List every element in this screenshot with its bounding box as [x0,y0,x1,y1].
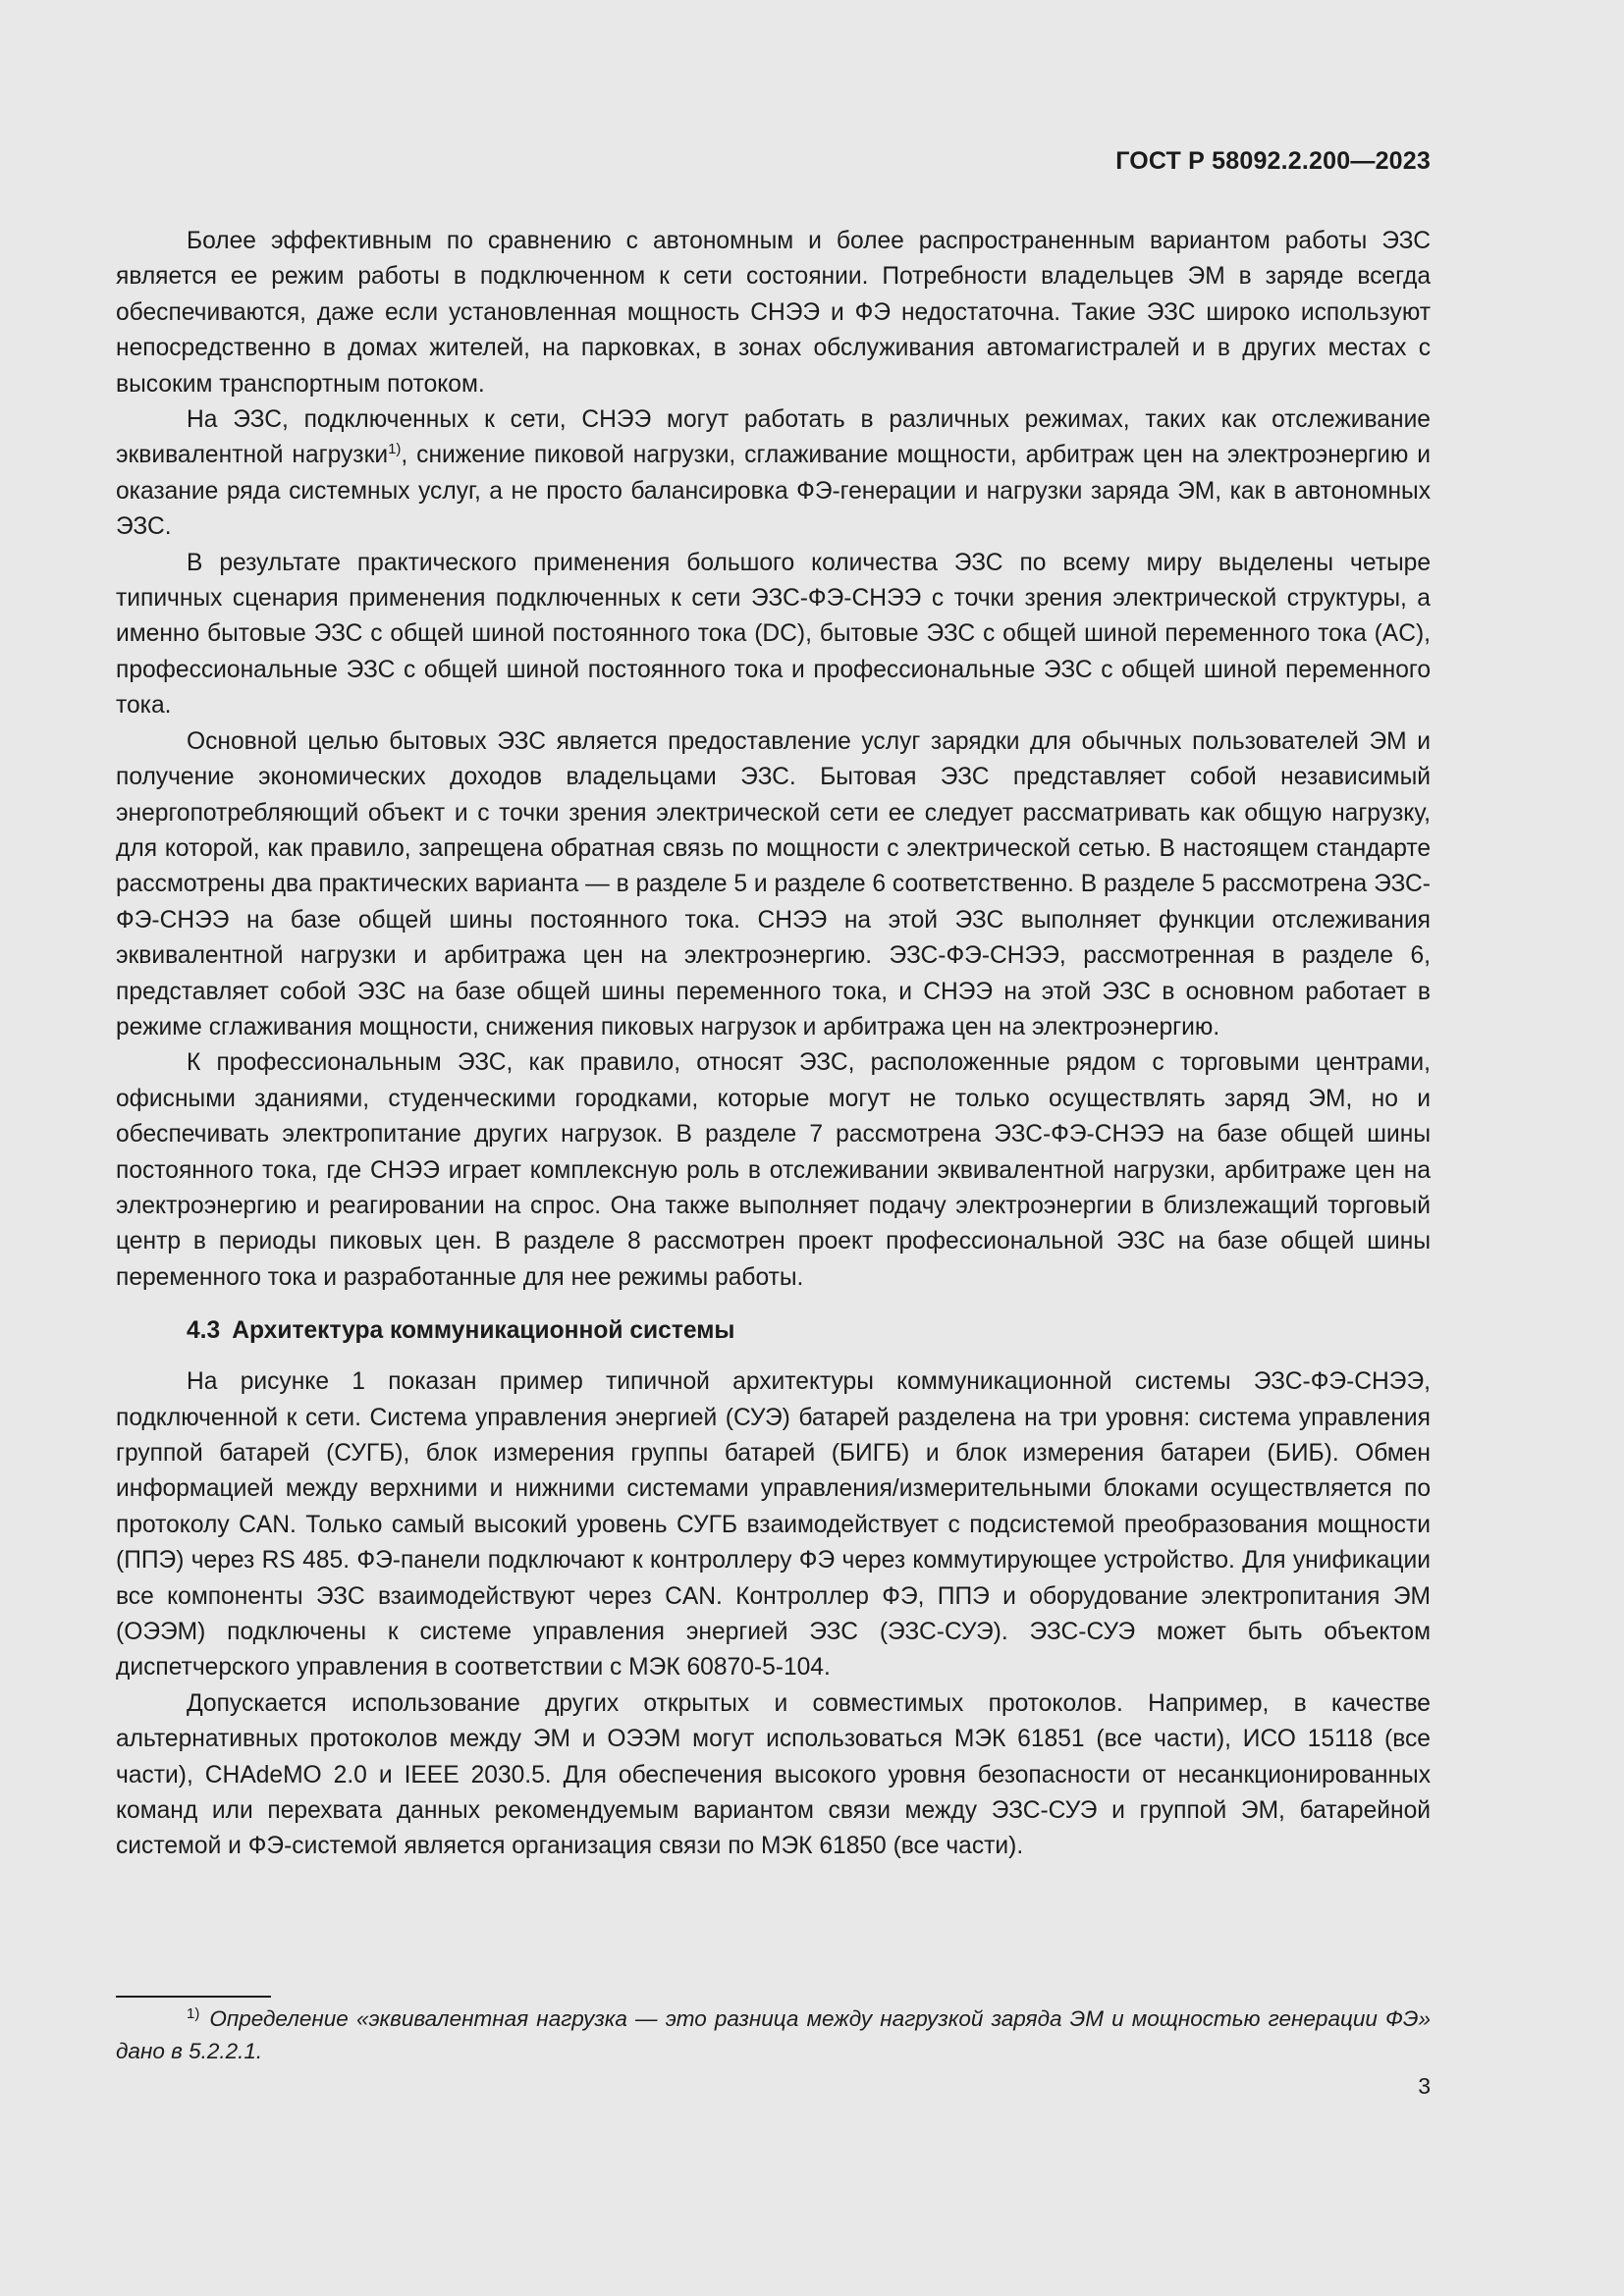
paragraph-text: , снижение пиковой нагрузки, сглаживание мощности, арбитраж цен на электроэнергию и оказание ряда системных услуг, а не просто балансировка ФЭ-генерации и нагрузки заряда ЭМ, как в автономных ЭЗС. [116,442,1431,541]
section-title: Архитектура коммуникационной системы [232,1317,735,1345]
footnote-divider [116,1996,271,1998]
paragraph-with-footnote [116,402,1431,546]
paragraph: На рисунке 1 показан пример типичной архитектуры коммуникационной системы ЭЗС-ФЭ-СНЭЭ, подключенной к сети. Система управления энергией (СУЭ) батарей разделена на три уровня: система управления группой батарей (СУГБ), блок измерения группы батарей (БИГБ) и блок измерения батареи (БИБ). Обмен информацией между верхними и нижними системами управления/измерительными блоками осуществляется по протоколу CAN. Только самый высокий уровень СУГБ взаимодействует с подсистемой преобразования мощности (ППЭ) через RS 485. ФЭ-панели подключают к контроллеру ФЭ через коммутирующее устройство. Для унификации все компоненты ЭЗС взаимодействуют через CAN. Контроллер ФЭ, ППЭ и оборудование электропитания ЭМ (ОЭЭМ) подключены к системе управления энергией ЭЗС (ЭЗС-СУЭ). ЭЗС-СУЭ может быть объектом диспетчерского управления в соответствии с МЭК 60870-5-104. [116,1368,1431,1682]
footnote [116,2002,1431,2067]
paragraph: К профессиональным ЭЗС, как правило, относят ЭЗС, расположенные рядом с торговыми центрами, офисными зданиями, студенческими городками, которые могут не только осуществлять заряд ЭМ, но и обеспечивать электропитание других нагрузок. В разделе 7 рассмотрена ЭЗС-ФЭ-СНЭЭ на базе общей шины постоянного тока, где СНЭЭ играет комплексную роль в отслеживании эквивалентной нагрузки, арбитраже цен на электроэнергию и реагировании на спрос. Она также выполняет подачу электроэнергии в близлежащий торговый центр в периоды пиковых цен. В разделе 8 рассмотрен проект профессиональной ЭЗС на базе общей шины переменного тока и разработанные для нее режимы работы. [116,1049,1431,1291]
document-code-header: ГОСТ Р 58092.2.200—2023 [1115,147,1431,175]
paragraph: В результате практического применения большого количества ЭЗС по всему миру выделены четыре типичных сценария применения подключенных к сети ЭЗС-ФЭ-СНЭЭ с точки зрения электрической структуры, а именно бытовые ЭЗС с общей шиной постоянного тока (DC), бытовые ЭЗС с общей шиной переменного тока (AC), профессиональные ЭЗС с общей шиной постоянного тока и профессиональные ЭЗС с общей шиной переменного тока. [116,549,1431,720]
paragraph: Более эффективным по сравнению с автономным и более распространенным вариантом работы ЭЗС является ее режим работы в подключенном к сети состоянии. Потребности владельцев ЭМ в заряде всегда обеспечиваются, даже если установленная мощность СНЭЭ и ФЭ недостаточна. Такие ЭЗС широко используют непосредственно в домах жителей, на парковках, в зонах обслуживания автомагистралей и в других местах с высоким транспортным потоком. [116,228,1431,398]
section-heading [116,1313,1431,1349]
footnote-text: Определение «эквивалентная нагрузка — это разница между нагрузкой заряда ЭМ и мощностью генерации ФЭ» дано в 5.2.2.1. [116,2006,1431,2063]
paragraph: Основной целью бытовых ЭЗС является предоставление услуг зарядки для обычных пользователей ЭМ и получение экономических доходов владельцами ЭЗС. Бытовая ЭЗС представляет собой независимый энергопотребляющий объект и с точки зрения электрической сети ее следует рассматривать как общую нагрузку, для которой, как правило, запрещена обратная связь по мощности с электрической сетью. В настоящем стандарте рассмотрены два практических варианта — в разделе 5 и разделе 6 соответственно. В разделе 5 рассмотрена ЭЗС-ФЭ-СНЭЭ на базе общей шины постоянного тока. СНЭЭ на этой ЭЗС выполняет функции отслеживания эквивалентной нагрузки и арбитража цен на электроэнергию. ЭЗС-ФЭ-СНЭЭ, рассмотренная в разделе 6, представляет собой ЭЗС на базе общей шины переменного тока, и СНЭЭ на этой ЭЗС в основном работает в режиме сглаживания мощности, снижения пиковых нагрузок и арбитража цен на электроэнергию. [116,727,1431,1041]
footnote-reference[interactable]: 1) [388,441,402,458]
section-number: 4.3 [187,1317,221,1345]
paragraph-text: На ЭЗС, подключенных к сети, СНЭЭ могут работать в различных режимах, таких как отслеживание эквивалентной нагрузки [116,406,1431,469]
paragraph: Допускается использование других открытых и совместимых протоколов. Например, в качестве альтернативных протоколов между ЭМ и ОЭЭМ могут использоваться МЭК 61851 (все части), ИСО 15118 (все части), CHAdeMO 2.0 и IEEE 2030.5. Для обеспечения высокого уровня безопасности от несанкционированных команд или перехвата данных рекомендуемым вариантом связи между ЭЗС-СУЭ и группой ЭМ, батарейной системой и ФЭ-системой является организация связи по МЭК 61850 (все части). [116,1689,1431,1860]
page-number: 3 [1418,2073,1431,2099]
document-body [116,224,1431,1865]
footnote-mark: 1) [187,2005,200,2022]
